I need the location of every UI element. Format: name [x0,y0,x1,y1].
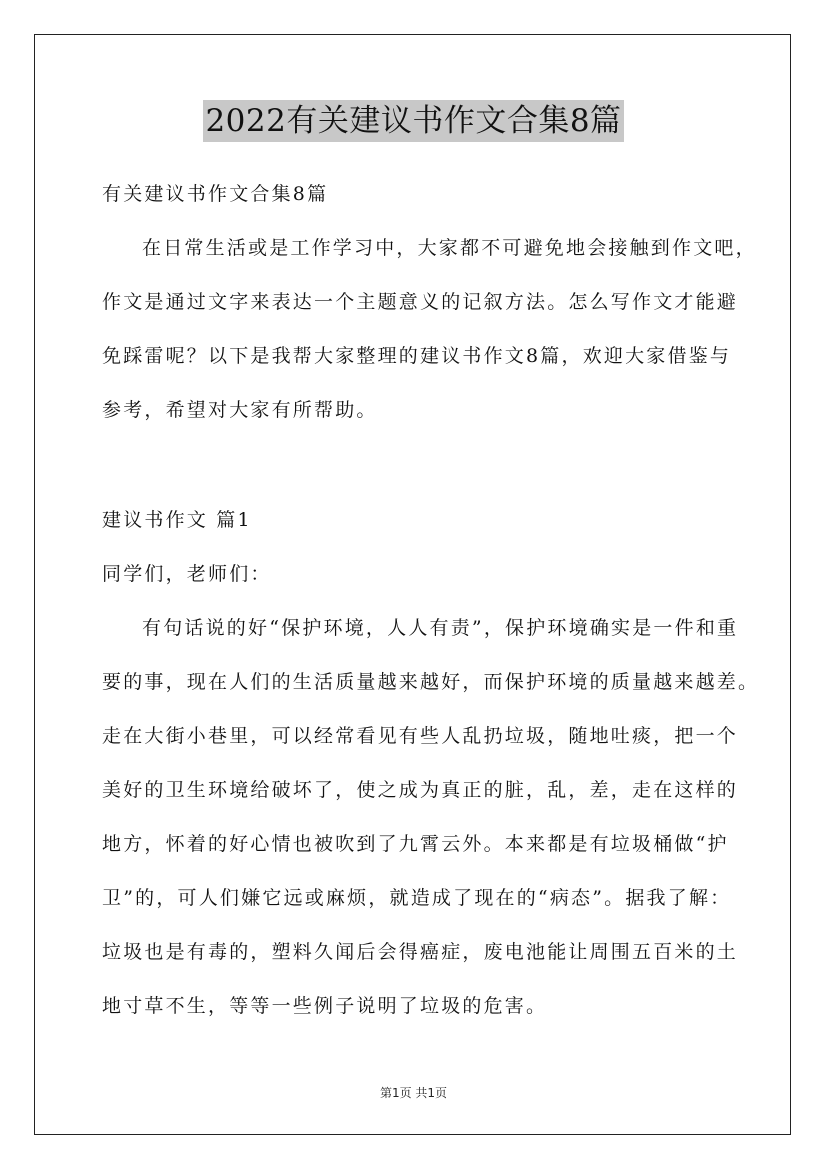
body-line: 有句话说的好“保护环境，人人有责”，保护环境确实是一件和重 [142,617,739,639]
body-line: 地寸草不生，等等一些例子说明了垃圾的危害。 [102,995,548,1017]
body-line: 要的事，现在人们的生活质量越来越好，而保护环境的质量越来越差。 [102,671,760,693]
page-number-footer: 第1页 共1页 [379,1086,448,1100]
document-subtitle: 有关建议书作文合集8篇 [102,183,329,205]
intro-line: 免踩雷呢？以下是我帮大家整理的建议书作文8篇，欢迎大家借鉴与 [102,345,732,367]
body-line: 垃圾也是有毒的，塑料久闻后会得癌症，废电池能让周围五百米的土 [102,941,739,963]
intro-line: 作文是通过文字来表达一个主题意义的记叙方法。怎么写作文才能避 [102,291,739,313]
body-line: 走在大街小巷里，可以经常看见有些人乱扔垃圾，随地吐痰，把一个 [102,725,739,747]
body-line: 卫”的，可人们嫌它远或麻烦，就造成了现在的“病态”。据我了解： [102,887,732,909]
title-container [0,100,827,142]
section-heading: 建议书作文 篇1 [102,509,252,531]
document-title: 2022有关建议书作文合集8篇 [203,100,623,142]
intro-line: 在日常生活或是工作学习中，大家都不可避免地会接触到作文吧， [142,237,757,259]
body-line: 地方，怀着的好心情也被吹到了九霄云外。本来都是有垃圾桶做“护 [102,833,729,855]
body-line: 美好的卫生环境给破坏了，使之成为真正的脏，乱，差，走在这样的 [102,779,739,801]
salutation: 同学们，老师们： [102,563,272,585]
intro-line: 参考，希望对大家有所帮助。 [102,399,378,421]
